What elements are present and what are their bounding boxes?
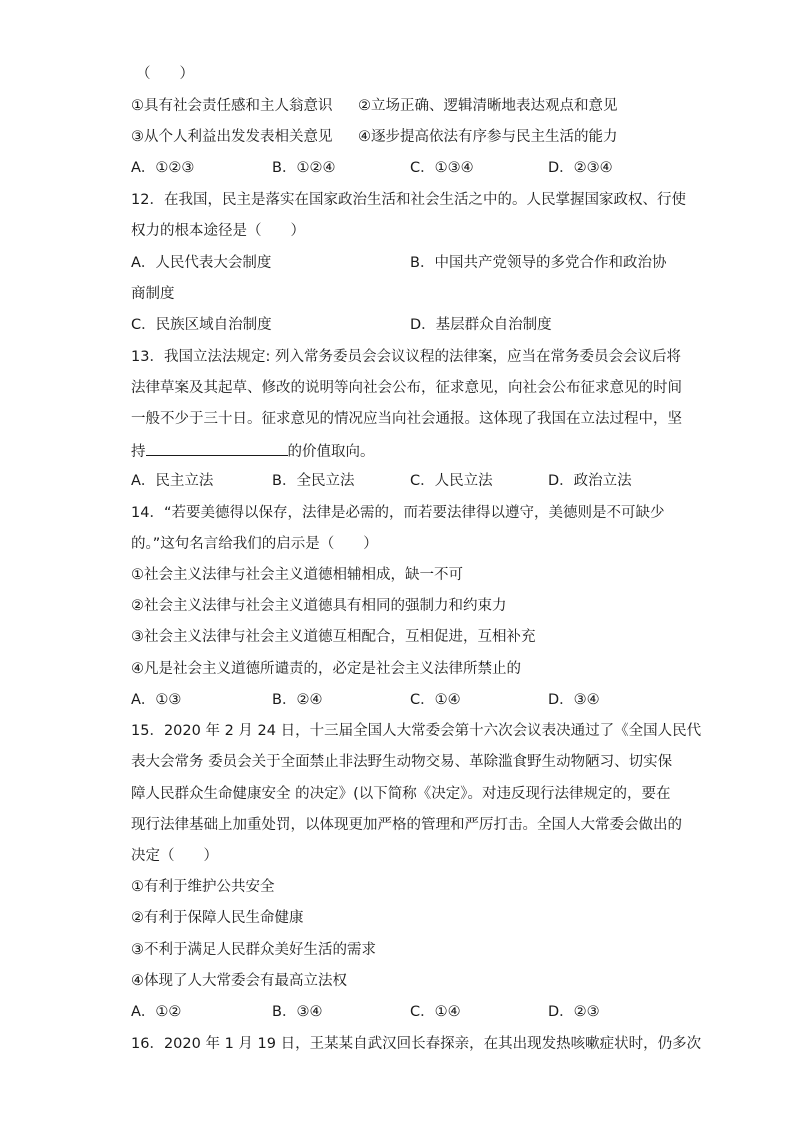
q15-stem-line-2: 表大会常务 委员会关于全面禁止非法野生动物交易、革除滥食野生动物陋习、切实保 bbox=[131, 754, 673, 770]
q14-statement-3: ③社会主义法律与社会主义道德互相配合，互相促进，互相补充 bbox=[131, 629, 536, 645]
q13-stem-line-3: 一般不少于三十日。征求意见的情况应当向社会通报。这体现了我国在立法过程中，坚 bbox=[131, 411, 682, 427]
q13-stem-line-1: 13．我国立法法规定: 列入常务委员会会议议程的法律案，应当在常务委员会会议后将 bbox=[131, 349, 681, 365]
q12-option-a: A．人民代表大会制度 bbox=[131, 255, 272, 271]
q15-option-b: B．③④ bbox=[272, 1004, 323, 1020]
q11-option-b: B．①②④ bbox=[272, 160, 336, 176]
q11-statement-2: ②立场正确、逻辑清晰地表达观点和意见 bbox=[358, 98, 618, 114]
q15-option-a: A．①② bbox=[131, 1004, 182, 1020]
q15-option-c: C．①④ bbox=[410, 1004, 461, 1020]
q13-stem-line-4 bbox=[131, 440, 375, 462]
q11-option-c: C．①③④ bbox=[410, 160, 474, 176]
q11-option-d: D．②③④ bbox=[548, 160, 613, 176]
q15-statement-3: ③不利于满足人民群众美好生活的需求 bbox=[131, 942, 376, 958]
q15-statement-2: ②有利于保障人民生命健康 bbox=[131, 910, 304, 926]
q15-option-d: D．②③ bbox=[548, 1004, 600, 1020]
q14-stem-line-2: 的。”这句名言给我们的启示是（ ） bbox=[131, 536, 378, 552]
q12-option-c: C．民族区域自治制度 bbox=[131, 317, 272, 333]
q13-option-c: C．人民立法 bbox=[410, 473, 493, 489]
q11-option-a: A．①②③ bbox=[131, 160, 195, 176]
q14-option-a: A．①③ bbox=[131, 692, 182, 708]
q13-fill-blank bbox=[146, 440, 288, 456]
q13-option-d: D．政治立法 bbox=[548, 473, 632, 489]
q13-option-b: B．全民立法 bbox=[272, 473, 355, 489]
q13-stem-prefix: 持 bbox=[131, 444, 146, 460]
q14-statement-2: ②社会主义法律与社会主义道德具有相同的强制力和约束力 bbox=[131, 598, 507, 614]
q11-statement-3: ③从个人利益出发发表相关意见 bbox=[131, 129, 333, 145]
q15-stem-line-3: 障人民群众生命健康安全 的决定》(以下简称《决定》。对违反现行法律规定的，要在 bbox=[131, 786, 671, 802]
q12-option-b-cont: 商制度 bbox=[131, 286, 175, 302]
q15-statement-1: ①有利于维护公共安全 bbox=[131, 879, 275, 895]
q15-stem-line-1: 15．2020 年 2 月 24 日，十三届全国人大常委会第十六次会议表决通过了《全国人民代 bbox=[131, 723, 702, 739]
q13-stem-suffix: 的价值取向。 bbox=[287, 444, 375, 460]
q14-option-b: B．②④ bbox=[272, 692, 323, 708]
q14-option-d: D．③④ bbox=[548, 692, 600, 708]
q14-statement-4: ④凡是社会主义道德所谴责的，必定是社会主义法律所禁止的 bbox=[131, 661, 521, 677]
q12-stem-line-2: 权力的根本途径是（ ） bbox=[131, 223, 305, 239]
q14-statement-1: ①社会主义法律与社会主义道德相辅相成，缺一不可 bbox=[131, 567, 463, 583]
q11-statement-4: ④逐步提高依法有序参与民主生活的能力 bbox=[358, 129, 618, 145]
q12-option-b: B．中国共产党领导的多党合作和政治协 bbox=[410, 255, 667, 271]
q12-stem-line-1: 12．在我国，民主是落实在国家政治生活和社会生活之中的。人民掌握国家政权、行使 bbox=[131, 192, 686, 208]
q15-statement-4: ④体现了人大常委会有最高立法权 bbox=[131, 973, 347, 989]
q15-stem-line-5: 决定（ ） bbox=[131, 848, 218, 864]
q12-option-d: D．基层群众自治制度 bbox=[410, 317, 552, 333]
q13-stem-line-2: 法律草案及其起草、修改的说明等向社会公布，征求意见，向社会公布征求意见的时间 bbox=[131, 380, 682, 396]
q13-option-a: A．民主立法 bbox=[131, 473, 214, 489]
q11-answer-bracket: （ ） bbox=[136, 66, 194, 82]
q11-statement-1: ①具有社会责任感和主人翁意识 bbox=[131, 98, 333, 114]
q15-stem-line-4: 现行法律基础上加重处罚，以体现更加严格的管理和严厉打击。全国人大常委会做出的 bbox=[131, 817, 682, 833]
q14-option-c: C．①④ bbox=[410, 692, 461, 708]
q16-stem-line-1: 16．2020 年 1 月 19 日，王某某自武汉回长春探亲，在其出现发热咳嗽症状时，仍多次 bbox=[131, 1036, 702, 1052]
q14-stem-line-1: 14．“若要美德得以保存，法律是必需的，而若要法律得以遵守，美德则是不可缺少 bbox=[131, 505, 665, 521]
